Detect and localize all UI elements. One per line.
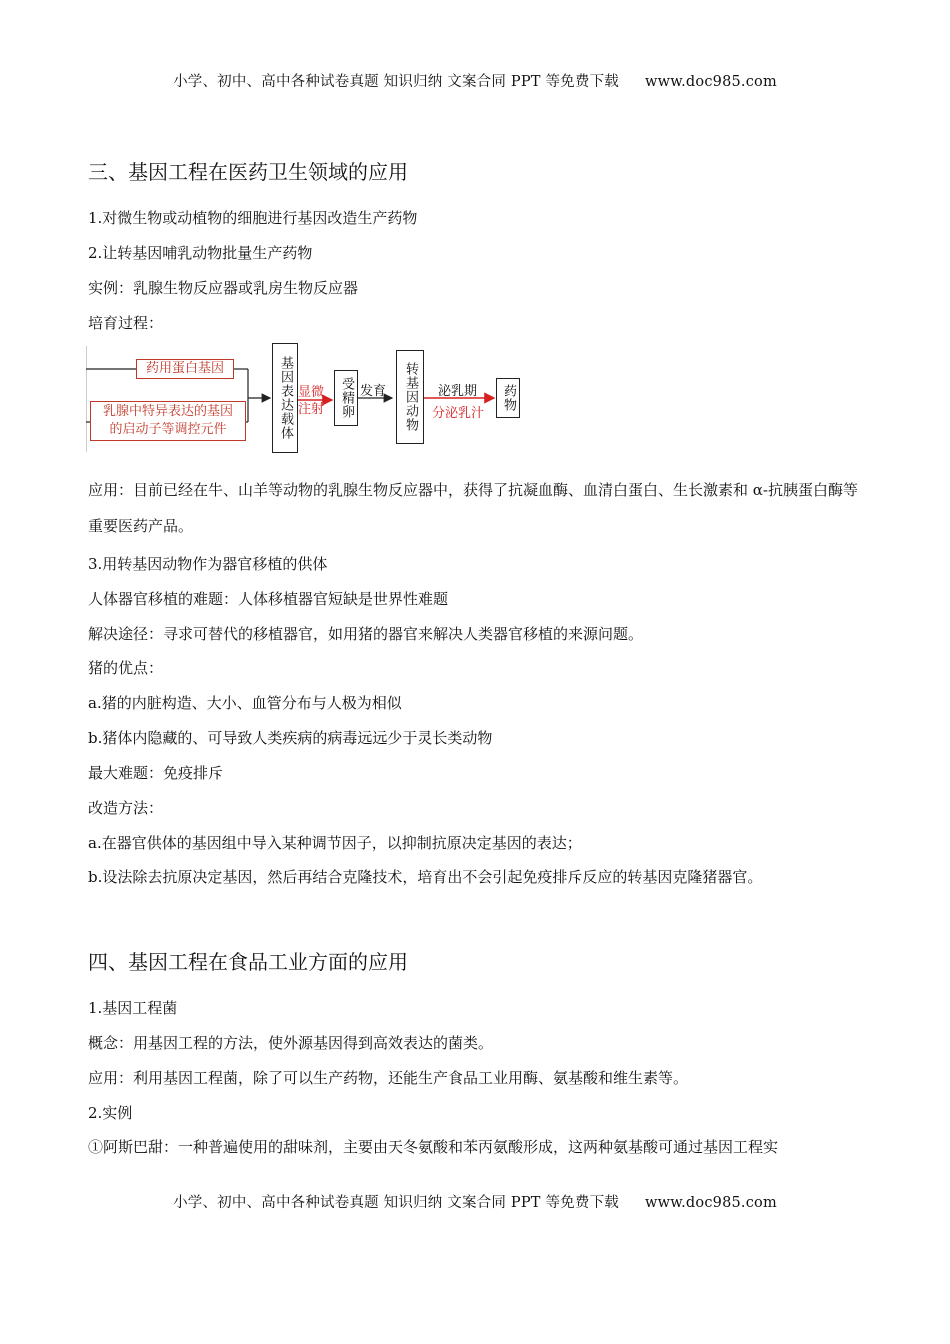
s3-line-4: 培育过程： [88, 314, 164, 332]
s3-line2-4: 猪的优点： [88, 659, 164, 677]
expression-vector-box: 基因表达载体 [272, 343, 298, 453]
s3-line2-2: 人体器官移植的难题：人体移植器官短缺是世界性难题 [88, 590, 449, 608]
header-text: 小学、初中、高中各种试卷真题 知识归纳 文案合同 PPT 等免费下载 [173, 74, 619, 90]
s3-application: 应用：目前已经在牛、山羊等动物的乳腺生物反应器中，获得了抗凝血酶、血清白蛋白、生长激素和 α-抗胰蛋白酶等重要医药产品。 [88, 481, 858, 535]
development-label: 发育 [360, 384, 387, 399]
page-footer [0, 1191, 950, 1212]
s3-line2-6: b.猪体内隐藏的、可导致人类疾病的病毒远远少于灵长类动物 [88, 729, 493, 747]
s3-line-3: 实例：乳腺生物反应器或乳房生物反应器 [88, 279, 359, 297]
microinjection-line1: 显微 [298, 385, 325, 400]
s3-line2-3: 解决途径：寻求可替代的移植器官，如用猪的器官来解决人类器官移植的来源问题。 [88, 625, 644, 643]
s3-line-1: 1.对微生物或动植物的细胞进行基因改造生产药物 [88, 209, 418, 227]
section4-title: 四、基因工程在食品工业方面的应用 [88, 950, 408, 974]
microinjection-label [298, 384, 324, 418]
s4-line-2: 概念：用基因工程的方法，使外源基因得到高效表达的菌类。 [88, 1034, 494, 1052]
fertilized-egg-box: 受精卵 [334, 370, 358, 426]
s4-line-1: 1.基因工程菌 [88, 999, 178, 1017]
footer-text: 小学、初中、高中各种试卷真题 知识归纳 文案合同 PPT 等免费下载 [173, 1195, 619, 1211]
s3-line-2: 2.让转基因哺乳动物批量生产药物 [88, 244, 313, 262]
transgenic-animal-box: 转基因动物 [396, 350, 424, 444]
lactation-label: 泌乳期 [438, 384, 478, 399]
header-site-link[interactable]: www.doc985.com [644, 74, 777, 90]
s4-line-5: ①阿斯巴甜：一种普遍使用的甜味剂，主要由天冬氨酸和苯丙氨酸形成，这两种氨基酸可通过基因工程实 [88, 1138, 779, 1156]
s3-line2-10: b.设法除去抗原决定基因，然后再结合克隆技术，培育出不会引起免疫排斥反应的转基因克隆猪器官。 [88, 868, 763, 886]
s4-line-3: 应用：利用基因工程菌，除了可以生产药物，还能生产食品工业用酶、氨基酸和维生素等。 [88, 1069, 689, 1087]
microinjection-line2: 注射 [298, 402, 325, 417]
pharma-protein-gene-box: 药用蛋白基因 [136, 359, 234, 379]
mammary-promoter-box [90, 401, 246, 441]
mammary-promoter-line1: 乳腺中特异表达的基因 [102, 404, 233, 419]
section3-title: 三、基因工程在医药卫生领域的应用 [88, 160, 408, 184]
s3-line2-5: a.猪的内脏构造、大小、血管分布与人极为相似 [88, 694, 402, 712]
s3-line2-7: 最大难题：免疫排斥 [88, 764, 224, 782]
s3-line2-9: a.在器官供体的基因组中导入某种调节因子，以抑制抗原决定基因的表达； [88, 834, 582, 852]
footer-site-link[interactable]: www.doc985.com [644, 1195, 777, 1211]
page-header [0, 70, 950, 91]
mammary-promoter-line2: 的启动子等调控元件 [109, 422, 227, 437]
s3-line2-1: 3.用转基因动物作为器官移植的供体 [88, 555, 328, 573]
breeding-process-diagram [86, 340, 526, 458]
drug-box: 药物 [496, 378, 520, 418]
milk-secretion-label: 分泌乳汁 [432, 406, 485, 421]
s4-line-4: 2.实例 [88, 1104, 133, 1122]
s3-line2-8: 改造方法： [88, 799, 164, 817]
